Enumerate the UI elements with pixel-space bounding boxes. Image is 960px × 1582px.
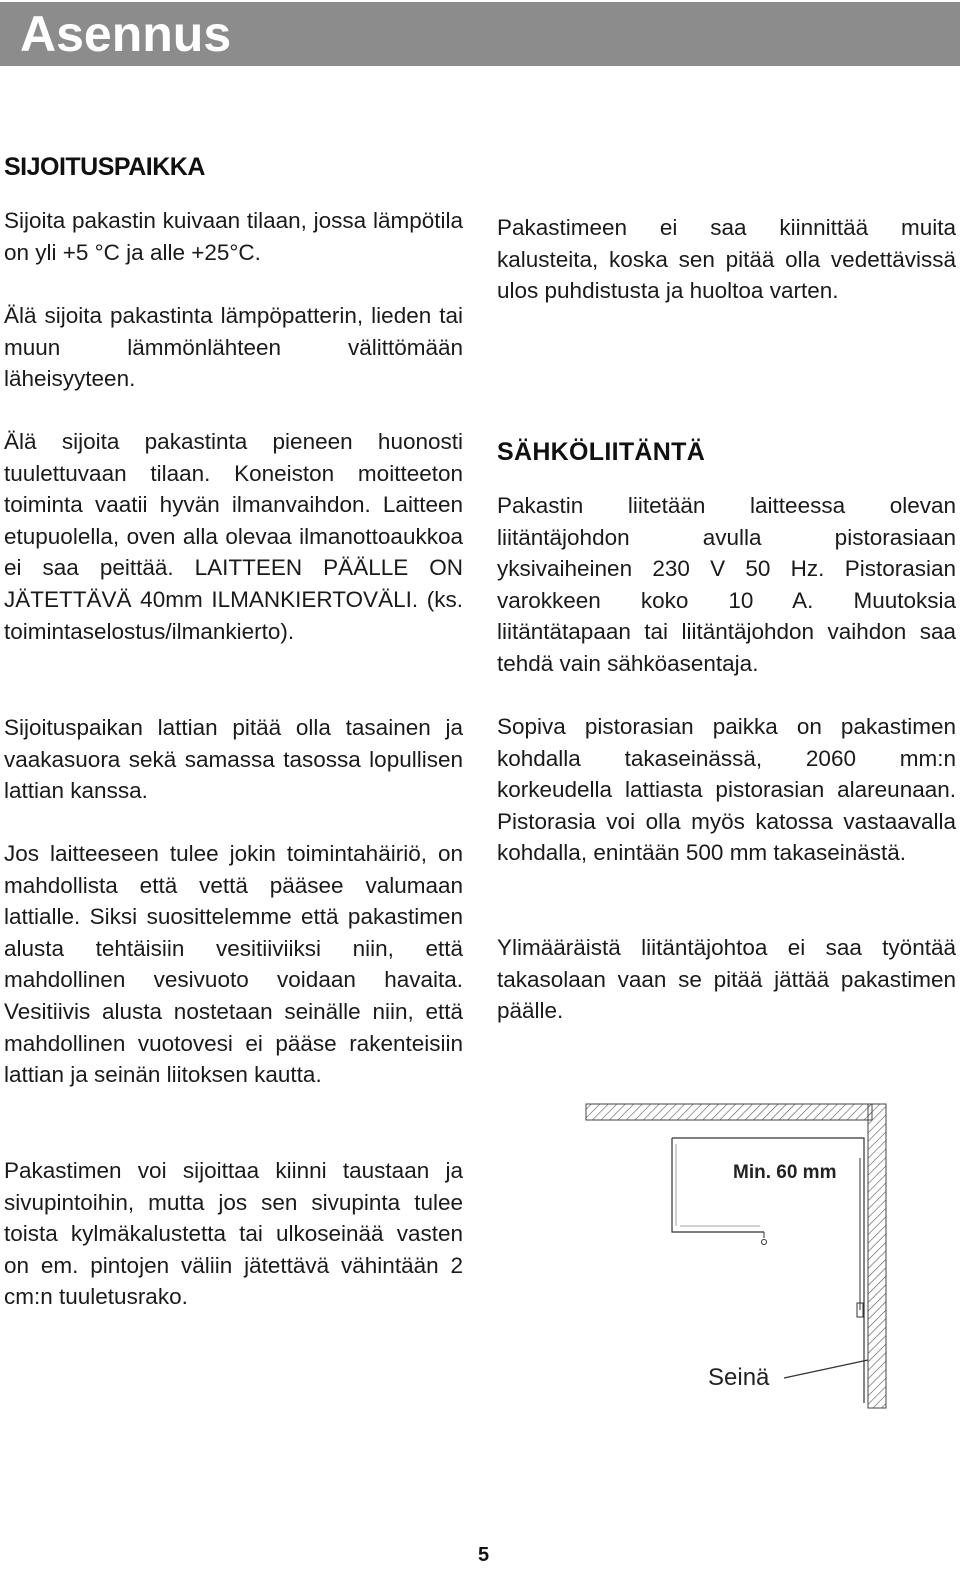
paragraph: Pakastimen voi sijoittaa kiinni taustaan ja sivupintoihin, mutta jos sen sivupinta tulee toista kylmäkalustetta tai ulkoseinää vasten on em. pintojen väliin jätettävä vähintään 2 cm:n tuuletusrako.	[4, 1158, 463, 1310]
paragraph: Älä sijoita pakastinta lämpöpatterin, lieden tai muun lämmönlähteen välittömään läheisyyteen.	[4, 303, 463, 392]
paragraph: Pakastin liitetään laitteessa olevan liitäntäjohdon avulla pistorasiaan yksivaiheinen 230 V 50 Hz. Pistorasian varokkeen koko 10 A. Muutoksia liitäntätapaan tai liitäntäjohdon vaihdon saa tehdä vain sähköasentaja.	[497, 493, 956, 676]
page-number: 5	[478, 1544, 490, 1566]
gap-label: Min. 60 mm	[733, 1162, 837, 1183]
wall-hatch	[868, 1104, 886, 1408]
installation-diagram	[580, 1098, 900, 1418]
paragraph: Jos laitteeseen tulee jokin toimintahäiriö, on mahdollista että vettä pääsee valumaan lattialle. Siksi suosittelemme että pakastimen alusta tehtäisiin vesitiiviiksi niin, että mahdollinen vesivuoto voidaan havaita. Vesitiivis alusta nostetaan seinälle niin, että mahdollinen vuotovesi ei pääse rakenteisiin lattian ja seinän liitoksen kautta.	[4, 841, 463, 1088]
section-heading-placement: SIJOITUSPAIKKA	[4, 153, 205, 181]
ceiling-hatch	[586, 1104, 872, 1120]
paragraph: Sopiva pistorasian paikka on pakastimen kohdalla takaseinässä, 2060 mm:n korkeudella lattiasta pistorasian alareunaan. Pistorasia voi olla myös katossa vastaavalla kohdalla, enintään 500 mm takaseinästä.	[497, 714, 956, 866]
header-bar	[0, 2, 960, 66]
page-title: Asennus	[20, 6, 232, 62]
paragraph: Sijoita pakastin kuivaan tilaan, jossa lämpötila on yli +5 °C ja alle +25°C.	[4, 208, 463, 265]
paragraph: Ylimääräistä liitäntäjohtoa ei saa työntää takasolaan vaan se pitää jättää pakastimen päälle.	[497, 935, 956, 1024]
wall-pointer-line	[784, 1360, 868, 1378]
paragraph: Pakastimeen ei saa kiinnittää muita kalusteita, koska sen pitää olla vedettävissä ulos puhdistusta ja huoltoa varten.	[497, 215, 956, 304]
paragraph: Sijoituspaikan lattian pitää olla tasainen ja vaakasuora sekä samassa tasossa lopullisen lattian kanssa.	[4, 715, 463, 804]
paragraph: Älä sijoita pakastinta pieneen huonosti tuulettuvaan tilaan. Koneiston moitteeton toiminta vaatii hyvän ilmanvaihdon. Laitteen etupuolella, oven alla olevaa ilmanottoaukkoa ei saa peittää. LAITTEEN PÄÄLLE ON JÄTETTÄVÄ 40mm ILMANKIERTOVÄLI. (ks. toimintaselostus/ilmankierto).	[4, 429, 463, 644]
wall-label: Seinä	[708, 1364, 770, 1391]
section-heading-electrical: SÄHKÖLIITÄNTÄ	[497, 438, 706, 466]
